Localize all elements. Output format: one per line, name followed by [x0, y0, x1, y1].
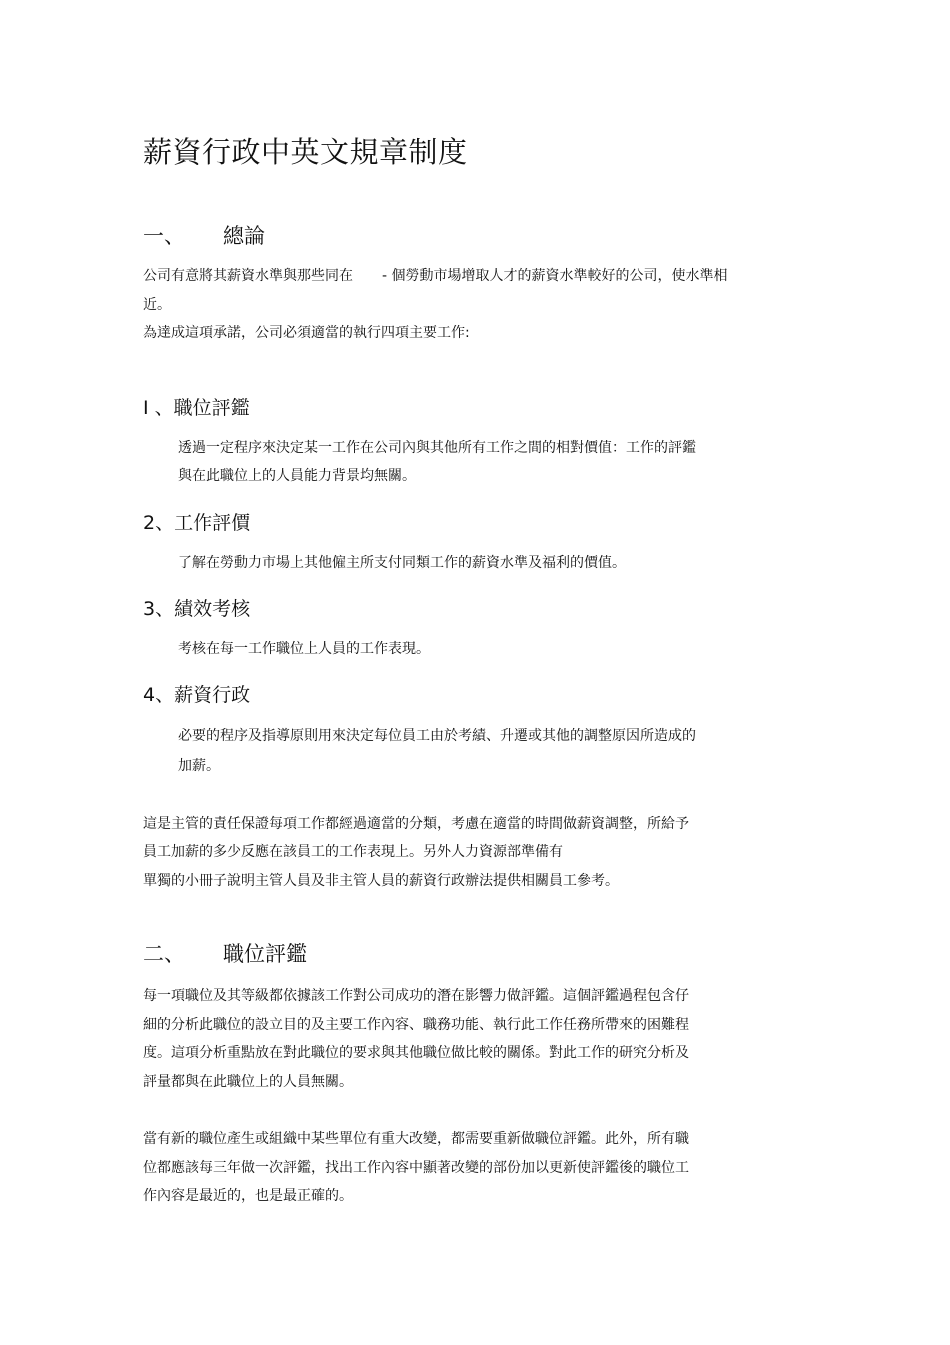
document-title: 薪資行政中英文規章制度: [143, 135, 468, 169]
item-3-heading: 3、績效考核: [143, 598, 251, 620]
section-1-paragraph-line: 公司有意將其薪資水準與那些同在 - 個勞動市場增取人才的薪資水準較好的公司，使水準相: [143, 268, 728, 284]
section-1-title: 總論: [223, 224, 265, 248]
section-2-paragraph-line: 每一項職位及其等級都依據該工作對公司成功的潛在影響力做評鑑。這個評鑑過程包含仔: [143, 988, 689, 1004]
item-1-text-line: 透過一定程序來決定某一工作在公司內與其他所有工作之間的相對價值：工作的評鑑: [178, 440, 696, 456]
section-2-paragraph-line: 評量都與在此職位上的人員無關。: [143, 1074, 353, 1090]
section-1-closing-line: 員工加薪的多少反應在該員工的工作表現上。另外人力資源部準備有: [143, 844, 563, 860]
item-4-text-line: 必要的程序及指導原則用來決定每位員工由於考績、升遷或其他的調整原因所造成的: [178, 728, 696, 744]
item-4-heading: 4、薪資行政: [143, 684, 251, 706]
section-2-number: 二、: [143, 942, 185, 966]
section-1-number: 一、: [143, 224, 185, 248]
section-2-paragraph-line: 作內容是最近的，也是最正確的。: [143, 1188, 353, 1204]
section-2-paragraph-line: 度。這項分析重點放在對此職位的要求與其他職位做比較的關係。對此工作的研究分析及: [143, 1045, 689, 1061]
item-4-text-line: 加薪。: [178, 758, 220, 774]
section-1-paragraph-line: 為達成這項承諾，公司必須適當的執行四項主要工作:: [143, 325, 470, 341]
section-2-title: 職位評鑑: [223, 942, 307, 966]
section-2-paragraph-line: 細的分析此職位的設立目的及主要工作內容、職務功能、執行此工作任務所帶來的困難程: [143, 1017, 689, 1033]
section-2-heading: [143, 938, 307, 968]
item-2-text-line: 了解在勞動力市場上其他僱主所支付同類工作的薪資水準及福利的價值。: [178, 555, 626, 571]
section-1-heading: [143, 220, 265, 250]
section-1-paragraph-line: 近。: [143, 297, 171, 313]
section-1-closing-line: 單獨的小冊子說明主管人員及非主管人員的薪資行政辦法提供相關員工參考。: [143, 873, 619, 889]
item-2-heading: 2、工作評價: [143, 512, 251, 534]
item-3-text-line: 考核在每一工作職位上人員的工作表現。: [178, 641, 430, 657]
section-1-closing-line: 這是主管的責任保證每項工作都經過適當的分類，考慮在適當的時間做薪資調整，所給予: [143, 816, 689, 832]
section-2-paragraph-line: 位都應該每三年做一次評鑑，找出工作內容中顯著改變的部份加以更新使評鑑後的職位工: [143, 1160, 689, 1176]
item-1-heading: I 、職位評鑑: [143, 397, 250, 419]
section-2-paragraph-line: 當有新的職位產生或組織中某些單位有重大改變，都需要重新做職位評鑑。此外，所有職: [143, 1131, 689, 1147]
item-1-text-line: 與在此職位上的人員能力背景均無關。: [178, 468, 416, 484]
